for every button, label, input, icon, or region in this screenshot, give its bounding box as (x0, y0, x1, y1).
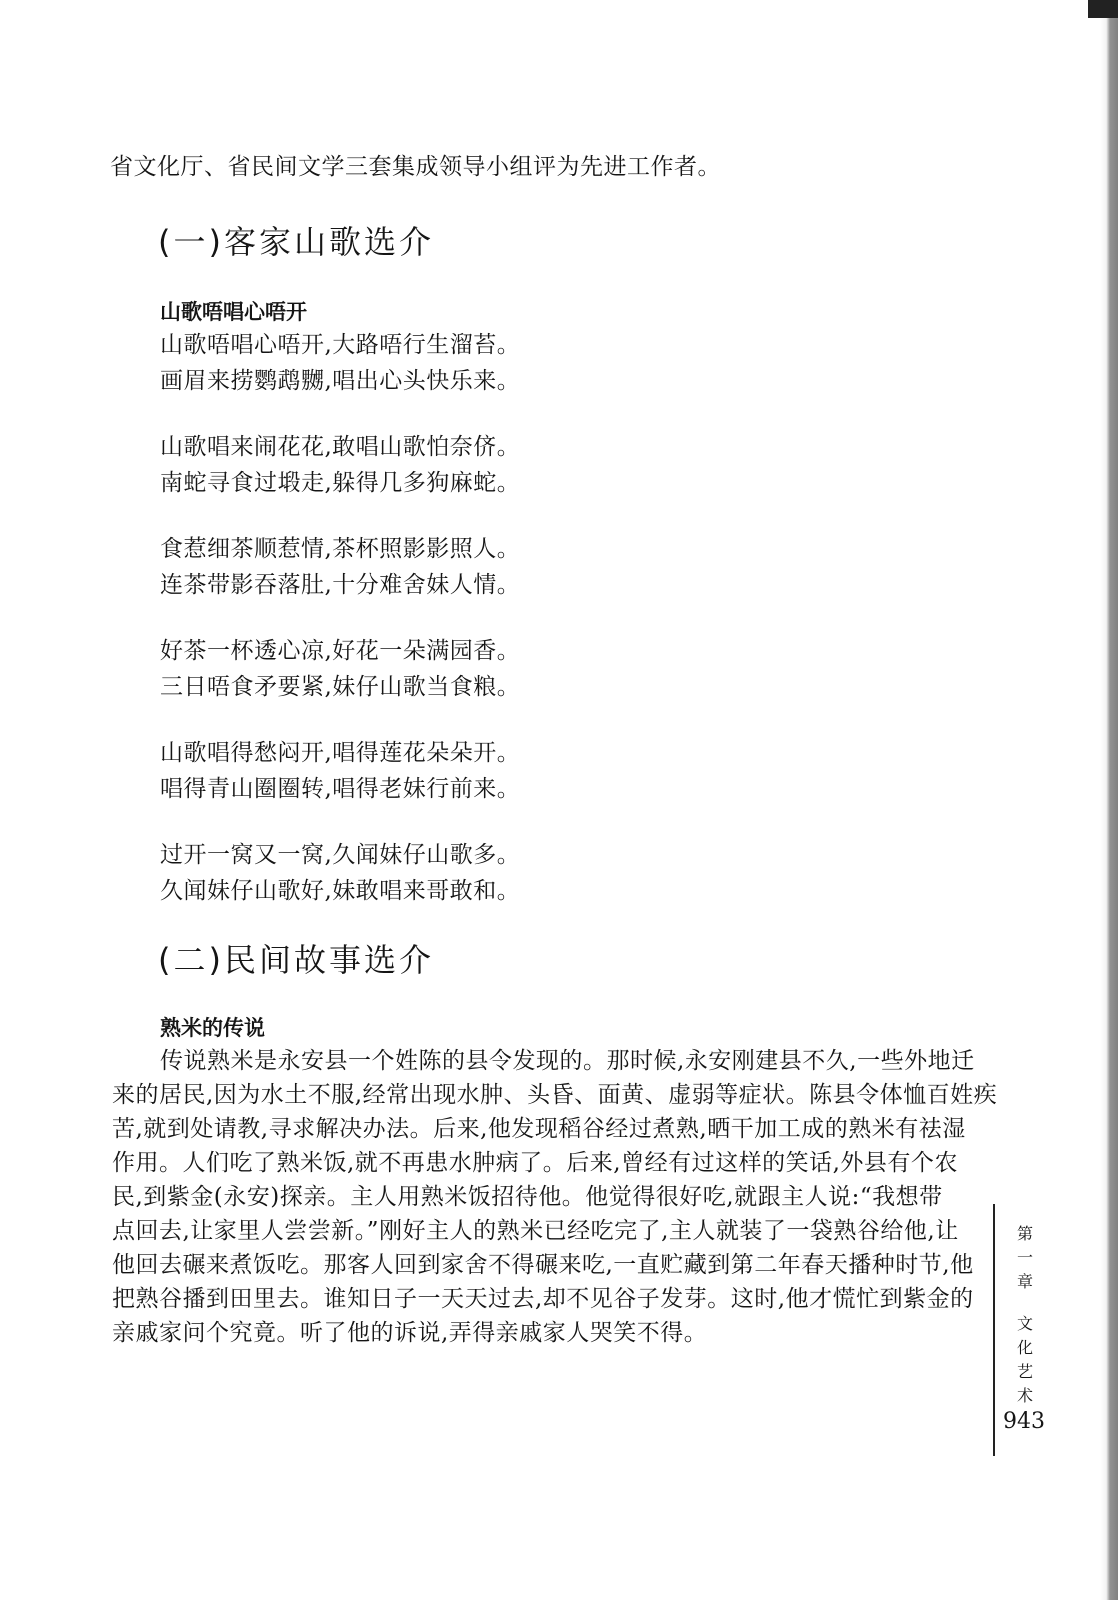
paragraph-line: 作用。人们吃了熟米饭,就不再患水肿病了。后来,曾经有过这样的笑话,外县有个农 (112, 1150, 958, 1176)
song-line: 三日唔食矛要紧,妹仔山歌当食粮。 (160, 674, 521, 700)
song-line: 山歌唔唱心唔开,大路唔行生溜苔。 (160, 332, 521, 358)
paragraph-line: 苦,就到处请教,寻求解决办法。后来,他发现稻谷经过煮熟,晒干加工成的熟米有祛湿 (112, 1116, 966, 1142)
song-line: 过开一窝又一窝,久闻妹仔山歌多。 (160, 842, 521, 868)
song-line: 南蛇寻食过塅走,躲得几多狗麻蛇。 (160, 470, 521, 496)
topic-char: 术 (1016, 1386, 1033, 1405)
song-line: 山歌唱来闹花花,敢唱山歌怕奈侪。 (160, 434, 521, 460)
song-line: 山歌唱得愁闷开,唱得莲花朵朵开。 (160, 740, 521, 766)
topic-char: 化 (1016, 1338, 1033, 1357)
paragraph-line: 点回去,让家里人尝尝新。”刚好主人的熟米已经吃完了,主人就装了一袋熟谷给他,让 (112, 1218, 959, 1244)
paragraph-line: 来的居民,因为水土不服,经常出现水肿、头昏、面黄、虚弱等症状。陈县令体恤百姓疾 (112, 1082, 998, 1108)
song-line: 久闻妹仔山歌好,妹敢唱来哥敢和。 (160, 878, 521, 904)
song-line: 唱得青山圈圈转,唱得老妹行前来。 (160, 776, 521, 802)
scan-shadow-edge (1100, 0, 1118, 1600)
song-title: 山歌唔唱心唔开 (160, 300, 307, 324)
intro-line: 省文化厅、省民间文学三套集成领导小组评为先进工作者。 (110, 154, 721, 180)
paragraph-line: 传说熟米是永安县一个姓陈的县令发现的。那时候,永安刚建县不久,一些外地迁 (160, 1048, 975, 1074)
chapter-char: 章 (1016, 1272, 1033, 1291)
paragraph-line: 把熟谷播到田里去。谁知日子一天天过去,却不见谷子发芽。这时,他才慌忙到紫金的 (112, 1286, 974, 1312)
song-line: 食惹细茶顺惹情,茶杯照影影照人。 (160, 536, 521, 562)
song-line: 好茶一杯透心凉,好花一朵满园香。 (160, 638, 521, 664)
page-number: 943 (1003, 1409, 1045, 1434)
song-line: 画眉来捞鹦鹉嬲,唱出心头快乐来。 (160, 368, 521, 394)
topic-char: 艺 (1016, 1362, 1033, 1381)
topic-char: 文 (1016, 1314, 1033, 1333)
paragraph-line: 民,到紫金(永安)探亲。主人用熟米饭招待他。他觉得很好吃,就跟主人说:“我想带 (112, 1184, 943, 1210)
section-heading-folk-tales: (二)民间故事选介 (158, 941, 434, 979)
chapter-char: 第 (1016, 1224, 1033, 1243)
margin-divider (993, 1204, 995, 1456)
song-line: 连茶带影吞落肚,十分难舍妹人情。 (160, 572, 521, 598)
paragraph-line: 他回去碾来煮饭吃。那客人回到家舍不得碾来吃,一直贮藏到第二年春天播种时节,他 (112, 1252, 974, 1278)
story-title: 熟米的传说 (160, 1016, 265, 1040)
paragraph-line: 亲戚家问个究竟。听了他的诉说,弄得亲戚家人哭笑不得。 (112, 1320, 708, 1346)
scan-corner-mark (1088, 0, 1118, 18)
chapter-label (1012, 1222, 1038, 1408)
chapter-gap (1012, 1294, 1038, 1312)
section-heading-hakka-songs: (一)客家山歌选介 (158, 223, 434, 261)
chapter-char: 一 (1016, 1248, 1033, 1267)
